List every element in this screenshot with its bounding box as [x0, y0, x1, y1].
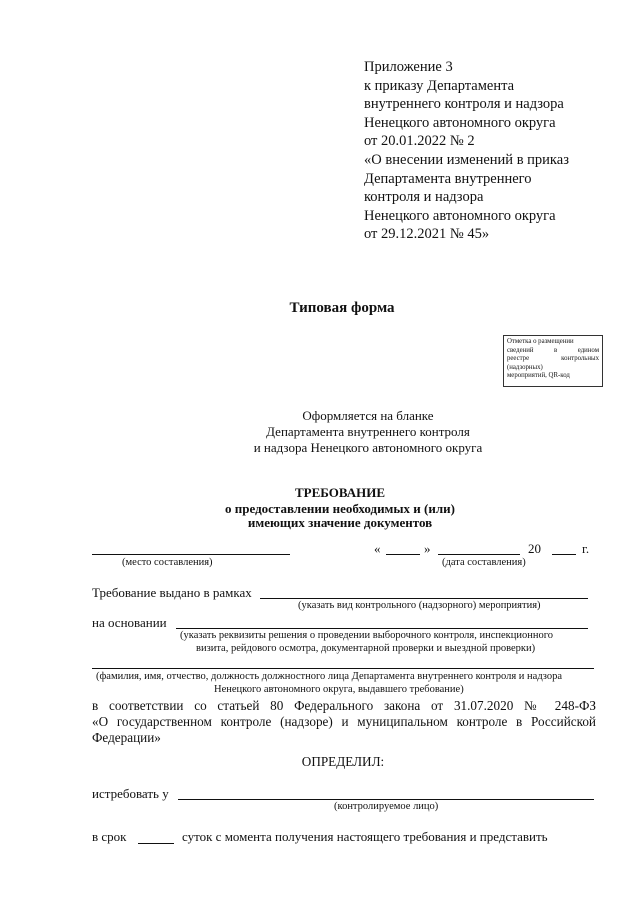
term-suffix: суток с момента получения настоящего требования и представить [182, 829, 548, 844]
term-days-field[interactable] [138, 843, 174, 844]
issued-caption: (указать вид контрольного (надзорного) мероприятия) [298, 600, 541, 611]
document-title [0, 486, 640, 530]
blank-note-line: Оформляется на бланке [302, 408, 434, 423]
close-quote: » [424, 541, 431, 556]
registry-stamp-box [503, 335, 603, 387]
place-caption: (место составления) [122, 557, 213, 568]
form-type-title: Типовая форма [289, 300, 395, 316]
document-subtitle-line: имеющих значение документов [247, 515, 433, 530]
official-field[interactable] [92, 668, 594, 669]
basis-caption-line: (указать реквизиты решения о проведении выборочного контроля, инспекционного [180, 630, 554, 641]
header-line: Ненецкого автономного округа [364, 114, 556, 131]
blank-note [0, 408, 640, 456]
header-line: контроля и надзора [364, 189, 484, 206]
basis-field[interactable] [176, 628, 588, 629]
appendix-header [364, 58, 569, 244]
year-suffix: г. [582, 541, 590, 556]
issued-label: Требование выдано в рамках [92, 585, 252, 600]
document-subtitle-line: о предоставлении необходимых и (или) [225, 501, 455, 516]
header-line: внутреннего контроля и надзора [364, 96, 564, 113]
demand-caption: (контролируемое лицо) [334, 801, 439, 812]
header-line: от 20.01.2022 № 2 [364, 133, 475, 150]
basis-label: на основании [92, 615, 167, 630]
demand-label: истребовать у [92, 786, 169, 801]
law-line: в соответствии со статьей 80 Федерального закона от 31.07.2020 № 248-ФЗ [92, 698, 596, 713]
month-field[interactable] [438, 554, 520, 555]
year-field[interactable] [552, 554, 576, 555]
basis-caption-line: визита, рейдового осмотра, документарной проверки и выездной проверки) [196, 643, 536, 654]
day-field[interactable] [386, 554, 420, 555]
header-line: Ненецкого автономного округа [364, 207, 556, 224]
header-line: Приложение 3 [364, 59, 453, 75]
term-prefix: в срок [92, 829, 127, 844]
law-line: «О государственном контроле (надзоре) и муниципальном контроле в Российской [92, 714, 596, 729]
open-quote: « [374, 541, 381, 556]
header-line: Департамента внутреннего [364, 170, 532, 187]
law-reference [92, 698, 596, 746]
decision-heading: ОПРЕДЕЛИЛ: [301, 754, 385, 769]
header-line: «О внесении изменений в приказ [364, 151, 569, 168]
century-text: 20 [528, 541, 541, 556]
place-field[interactable] [92, 554, 290, 555]
header-line: от 29.12.2021 № 45» [364, 226, 490, 243]
blank-note-line: и надзора Ненецкого автономного округа [253, 440, 483, 455]
stamp-line: мероприятий, QR-код [507, 372, 570, 380]
controlled-person-field[interactable] [178, 799, 594, 800]
stamp-line: реестре контрольных [507, 355, 599, 363]
date-caption: (дата составления) [442, 557, 526, 568]
stamp-line: сведений в едином [507, 346, 599, 354]
control-type-field[interactable] [260, 598, 588, 599]
stamp-line: (надзорных) [507, 363, 543, 371]
stamp-line: Отметка о размещении [507, 338, 574, 345]
law-line: Федерации» [92, 730, 161, 745]
official-caption-line: (фамилия, имя, отчество, должность должностного лица Департамента внутреннего контроля и надзора [96, 671, 563, 682]
blank-note-line: Департамента внутреннего контроля [266, 424, 470, 439]
document-heading: ТРЕБОВАНИЕ [294, 485, 386, 500]
official-caption-line: Ненецкого автономного округа, выдавшего требование) [214, 684, 464, 695]
header-line: к приказу Департамента [364, 77, 515, 94]
